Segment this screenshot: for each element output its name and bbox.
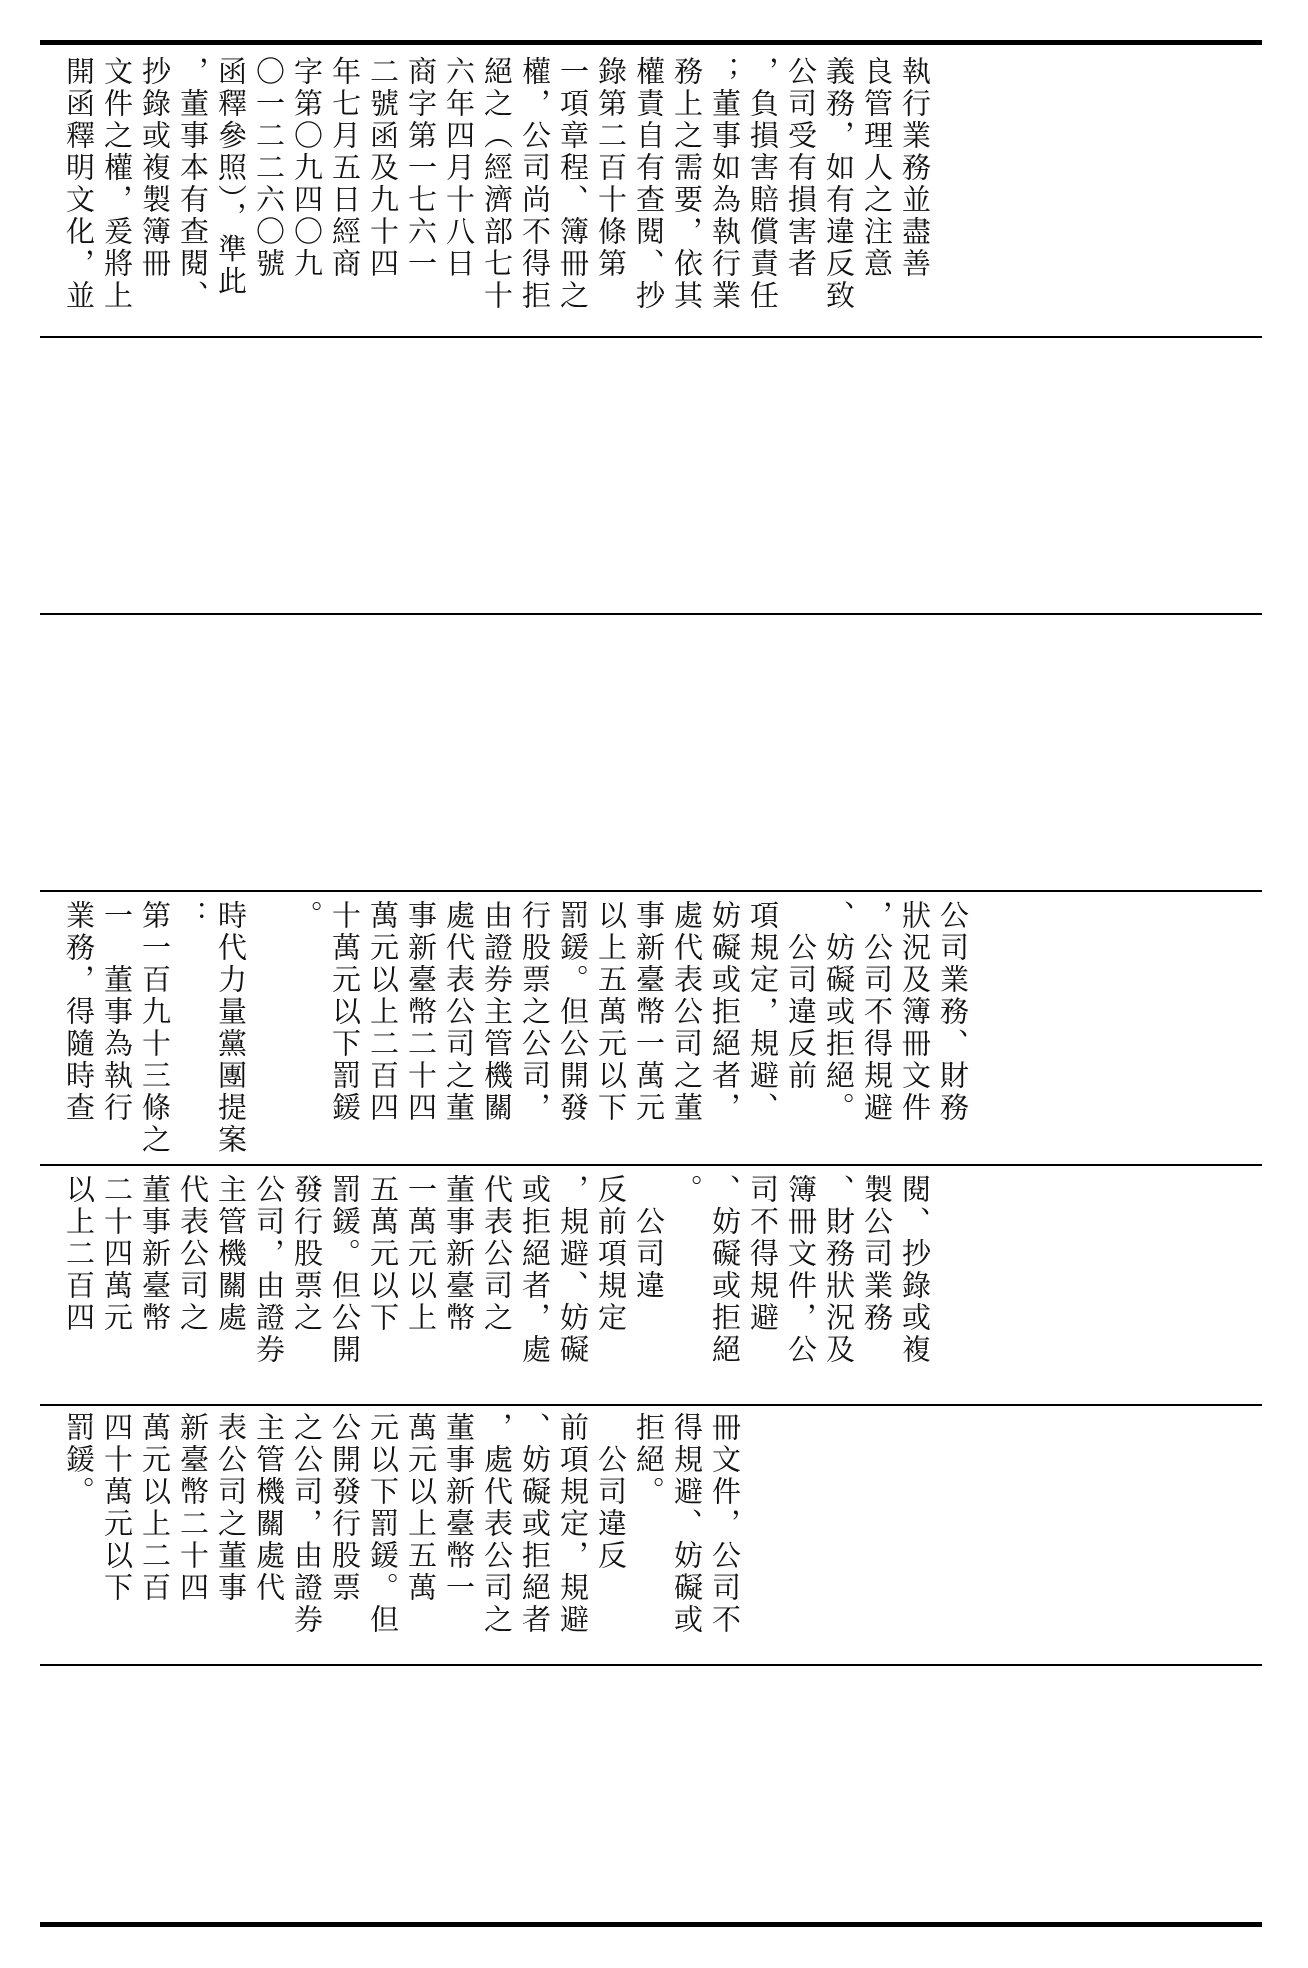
table-row-divider	[40, 336, 1262, 338]
proposal-text-left: 冊文件，公司不 得規避、妨礙或 拒絕。 公司違反 前項規定，規避 、妨礙或拒絕者 ，處代表公司之 董事新臺幣一 萬元以上五萬 元以下罰鍰。但 公開發行股票 之公司，由證券 主管機關處代 表公司之董事 新臺幣二十四 萬元以上二百 四十萬元以下 罰鍰。	[62, 1412, 742, 1636]
table-top-rule	[40, 40, 1262, 45]
proposal-text-right: 公司業務、財務 狀況及簿冊文件 ，公司不得規避 、妨礙或拒絕。 公司違反前 項規定，規避、 妨礙或拒絕者， 處代表公司之董 事新臺幣一萬元 以上五萬元以下 罰鍰。但公開發 行股票之公司， 由證券主管機關 處代表公司之董 事新臺幣二十四 萬元以上二百四 十萬元以下罰鍰 。 時代力量黨團提案 ： 第一百九十三條之 一 董事為執行 業務，得隨時查	[62, 900, 970, 1156]
table-row-divider	[40, 1164, 1262, 1166]
table-row-divider	[40, 890, 1262, 892]
table-row-divider	[40, 613, 1262, 615]
proposal-text-middle: 閱、抄錄或複 製公司業務 、財務狀況及 簿冊文件，公 司不得規避 、妨礙或拒絕 。 公司違 反前項規定 ，規避、妨礙 或拒絕者，處 代表公司之 董事新臺幣 一萬元以上 五萬元以下 罰鍰。但公開 發行股票之 公司，由證券 主管機關處 代表公司之 董事新臺幣 二十四萬元 以上二百四	[62, 1174, 932, 1366]
proposal-explanation-text: 執行業務並盡善 良管理人之注意 義務，如有違反致 公司受有損害者 ，負損害賠償責任 ；董事如為執行業 務上之需要，依其 權責自有查閱、抄 錄第二百十條第 一項章程、簿冊之 權，公司尚不得拒 絕之（經濟部七十 六年四月十八日 商字第一七六一 二號函及九十四 年七月五日經商 字第〇九四〇九 〇一二二六〇號 函釋參照），準此 ，董事本有查閱、 抄錄或複製簿冊 文件之權，爰將上 開函釋明文化，並	[62, 56, 932, 312]
table-bottom-rule	[40, 1922, 1262, 1927]
table-row-divider	[40, 1404, 1262, 1406]
table-row-divider	[40, 1664, 1262, 1666]
